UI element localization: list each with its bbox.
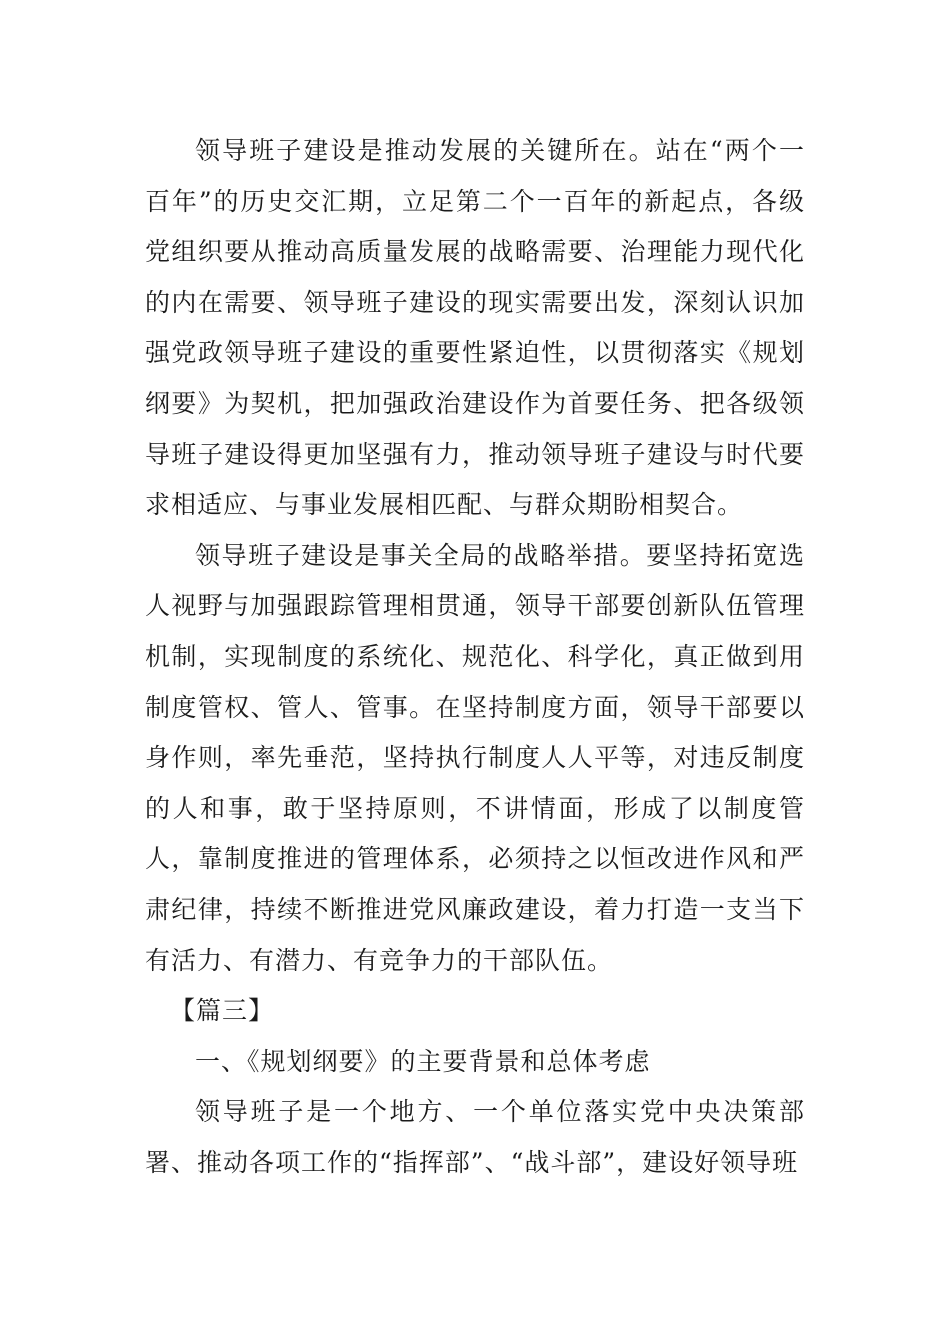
document-body xyxy=(145,126,805,1188)
body-paragraph-3: 领导班子是一个地方、一个单位落实党中央决策部署、推动各项工作的“指挥部”、“战斗部”，建设好领导班 xyxy=(145,1097,805,1177)
body-paragraph-1: 领导班子建设是推动发展的关键所在。站在“两个一百年”的历史交汇期，立足第二个一百年的新起点，各级党组织要从推动高质量发展的战略需要、治理能力现代化的内在需要、领导班子建设的现实需要出发，深刻认识加强党政领导班子建设的重要性紧迫性，以贯彻落实《规划纲要》为契机，把加强政治建设作为首要任务、把各级领导班子建设得更加坚强有力，推动领导班子建设与时代要求相适应、与事业发展相匹配、与群众期盼相契合。 xyxy=(145,136,805,520)
body-paragraph-2: 领导班子建设是事关全局的战略举措。要坚持拓宽选人视野与加强跟踪管理相贯通，领导干部要创新队伍管理机制，实现制度的系统化、规范化、科学化，真正做到用制度管权、管人、管事。在坚持制度方面，领导干部要以身作则，率先垂范，坚持执行制度人人平等，对违反制度的人和事，敢于坚持原则，不讲情面，形成了以制度管人，靠制度推进的管理体系，必须持之以恒改进作风和严肃纪律，持续不断推进党风廉政建设，着力打造一支当下有活力、有潜力、有竞争力的干部队伍。 xyxy=(145,540,805,975)
section-subheading: 一、《规划纲要》的主要背景和总体考虑 xyxy=(195,1046,651,1076)
section-label: 【篇三】 xyxy=(170,996,275,1026)
